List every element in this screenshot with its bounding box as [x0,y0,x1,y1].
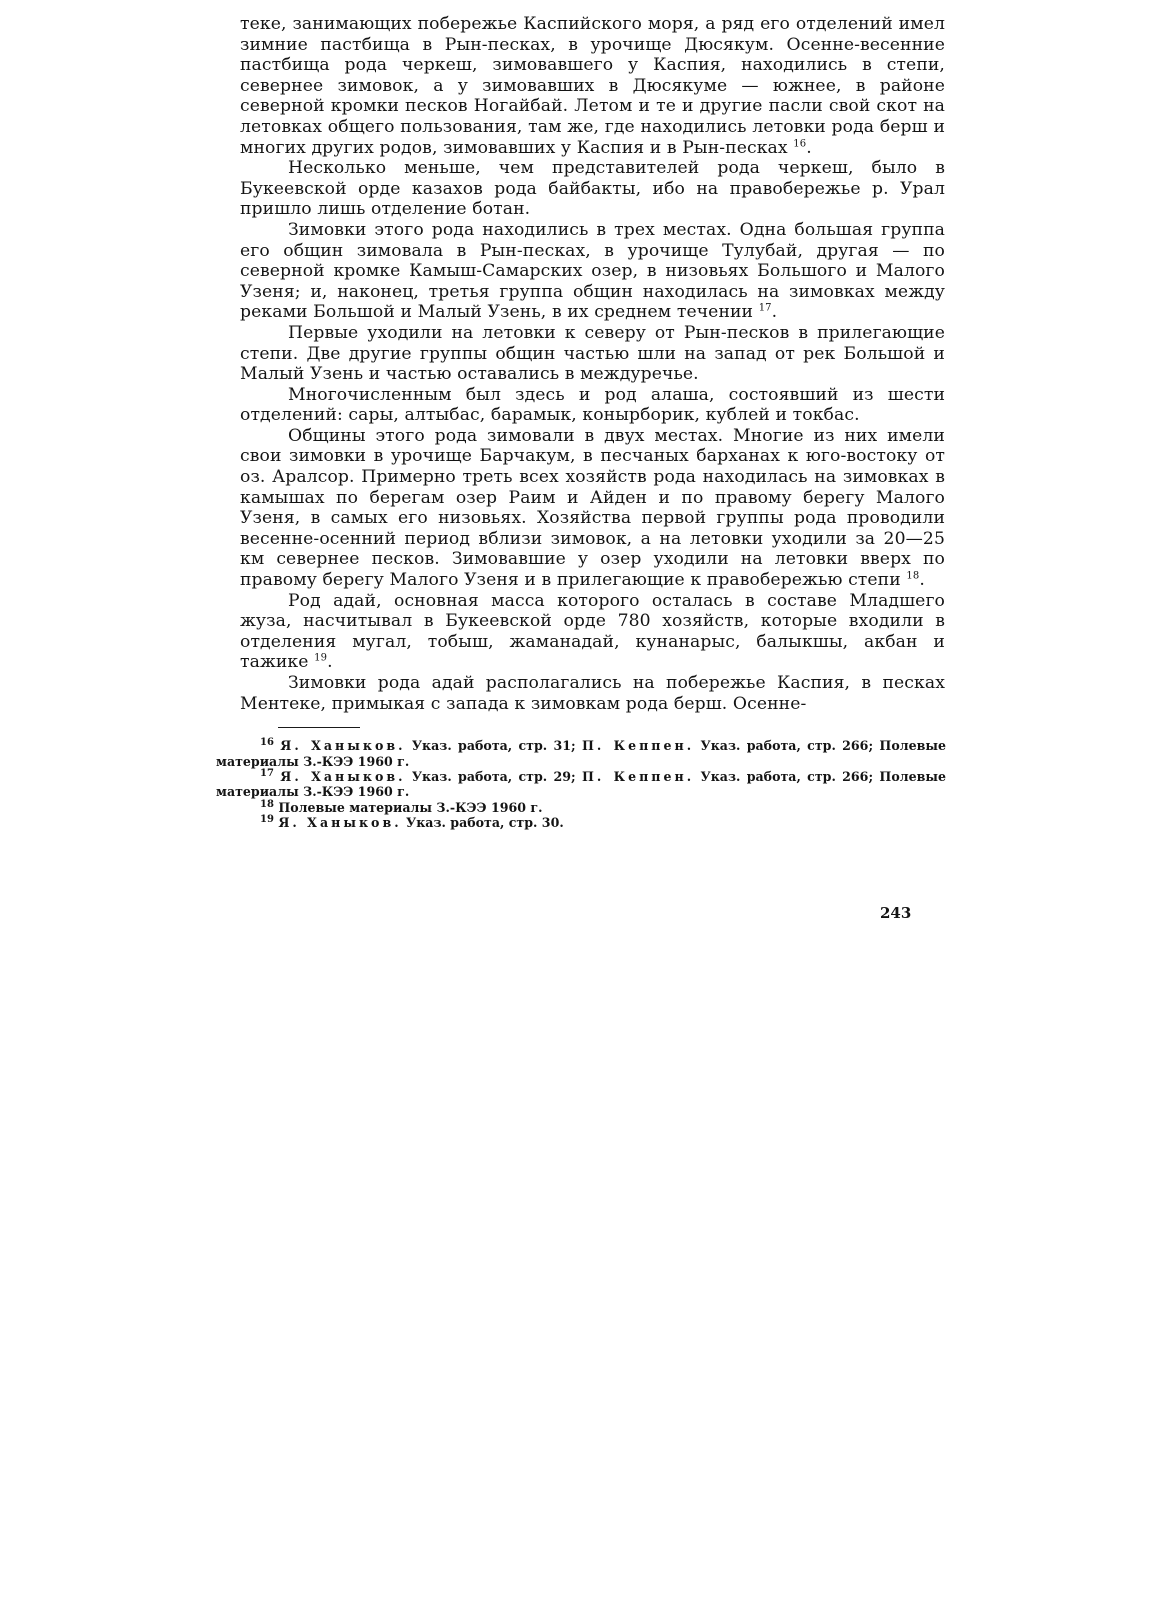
footnote-ref: 19 [314,652,328,664]
paragraph: теке, занимающих побережье Каспийского моря, а ряд его отделений имел зимние пастбища в Рын-песках, в урочище Дюсякум. Осенне-весенние пастбища рода черкеш, зимовавшего у Каспия, находились в степи, севернее зимовок, а у зимовавших в Дюсякуме — южнее, в районе северной кромки песков Ногайбай. Летом и те и другие пасли свой скот на летовках общего пользования, там же, где находились летовки рода берш и многих других родов, зимовавших у Каспия и в Рын-песках $^{16}$. [240,14,945,158]
footnote-separator [278,727,360,728]
page-content [216,14,947,831]
footnote: $^{16}$ Я. Ханыков. Указ. работа, стр. 31; П. Кеппен. Указ. работа, стр. 266; Полевые материалы З.-КЭЭ 1960 г. [216,737,947,769]
footnote: $^{19}$ Я. Ханыков. Указ. работа, стр. 30. [260,814,564,831]
paragraph: Первые уходили на летовки к северу от Рын-песков в прилегающие степи. Две другие группы общин частью шли на запад от рек Большой и Малый Узень и частью оставались в междуречье. [240,322,945,385]
footnote-ref: 16 [793,137,807,149]
footnote: $^{17}$ Я. Ханыков. Указ. работа, стр. 29; П. Кеппен. Указ. работа, стр. 266; Полевые материалы З.-КЭЭ 1960 г. [216,767,947,800]
paragraph: Зимовки этого рода находились в трех местах. Одна большая группа его общин зимовала в Рын-песках, в урочище Тулубай, другая — по северной кромке Камыш-Самарских озер, в низовьях Большого и Малого Узеня; и, наконец, третья группа общин находилась на зимовках между реками Большой и Малый Узень, в их среднем течении $^{17}$. [240,219,945,323]
paragraph: Несколько меньше, чем представителей рода черкеш, было в Букеевской орде казахов рода байбакты, ибо на правобережье р. Урал пришло лишь отделение ботан. [240,158,945,220]
paragraph: Общины этого рода зимовали в двух местах. Многие из них имели свои зимовки в урочище Барчакум, в песчаных барханах к юго-востоку от оз. Аралсор. Примерно треть всех хозяйств рода находилась на зимовках в камышах по берегам озер Раим и Айден и по правому берегу Малого Узеня, в самых его низовьях. Хозяйства первой группы рода проводили весенне-осенний период вблизи зимовок, а на летовки уходили за 20—25 км севернее песков. Зимовавшие у озер уходили на летовки вверх по правому берегу Малого Узеня и в прилегающие к правобережью степи $^{18}$. [240,425,945,591]
body-text [240,14,945,714]
footnotes [216,738,946,830]
paragraph: Многочисленным был здесь и род алаша, состоявший из шести отделений: сары, алтыбас, барамык, конырборик, кублей и токбас. [240,384,945,426]
paragraph: Род адай, основная масса которого осталась в составе Младшего жуза, насчитывал в Букеевской орде 780 хозяйств, которые входили в отделения мугал, тобыш, жаманадай, кунанарыс, балыкшы, акбан и тажике $^{19}$. [240,590,945,673]
footnote-ref: 17 [758,302,772,314]
paragraph: Зимовки рода адай располагались на побережье Каспия, в песках Ментеке, примыкая с запада к зимовкам рода берш. Осенне- [240,673,945,714]
footnote-ref: 18 [906,570,920,582]
footnote: $^{18}$ Полевые материалы З.-КЭЭ 1960 г. [260,798,543,815]
page-number: 243 [880,904,912,922]
